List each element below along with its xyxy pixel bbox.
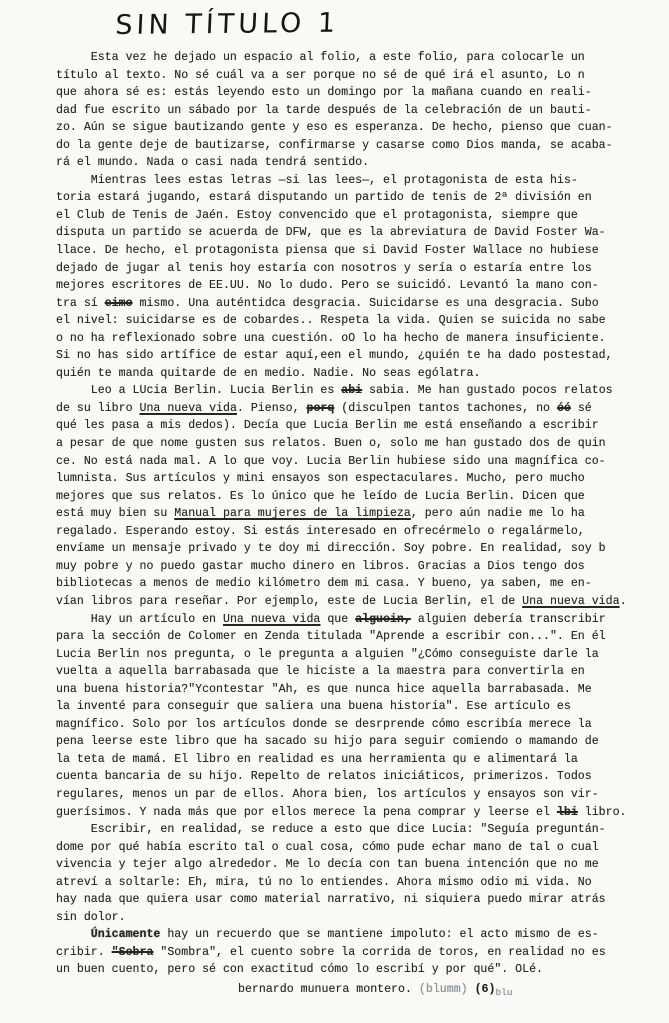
text-line: dejado de jugar al tenis hoy estaría con nosotros y sería o estaría entre los [56, 261, 592, 275]
paragraph [56, 821, 669, 926]
text-line: Esta vez he dejado un espacio al folio, a este folio, para colocarle un [56, 51, 585, 64]
signature-tag-blumm: (blumm) [418, 982, 475, 996]
text-line: Escribir, en realidad, se reduce a esto que dice Lucia: "Seguía preguntán- [56, 823, 606, 837]
text-line: lumnista. Sus artículos y mini ensayos son espectaculares. Mucho, pero mucho [56, 472, 585, 486]
text-line: ce. No está nada mal. A lo que voy. Lucia Berlin hubiese sido una magnífica co- [56, 454, 606, 468]
text-line: la teta de mamá. El libro en realidad es una herramienta qu e alimentará la [56, 752, 578, 766]
text-line: toria estará jugando, estará disputando un partido de tenis de 2ª división en [56, 191, 592, 205]
text-line: magnífico. Solo por los artículos donde se desrprende cómo escribía merece la [56, 717, 592, 731]
signature-subscript: blu [495, 986, 513, 998]
text-line: Hay un artículo en Una nueva vida que alguein, alguien debería transcribir [56, 612, 606, 626]
text-line: bibliotecas a menos de medio kilómetro dem mi casa. Y bueno, ya saben, me en- [56, 577, 592, 591]
text-line: vían libros para reseñar. Por ejemplo, este de Lucia Berlin, el de Una nueva vida. [56, 594, 627, 608]
text-line: título al texto. No sé cuál va a ser porque no sé de qué irá el asunto, Lo n [56, 68, 585, 82]
paragraph [56, 172, 669, 383]
text-line: para la sección de Colomer en Zenda titulada "Aprende a escribir con...". En él [56, 630, 606, 644]
text-line: mejores escritores de EE.UU. No lo dudo. Pero se suicidó. Levantó la mano con- [56, 279, 599, 293]
signature-line [238, 981, 669, 1002]
text-line: una buena historia?"Ycontestar "Ah, es que nunca hice aquella barrabasada. Me [56, 682, 592, 696]
text-line: de su libro Una nueva vida. Pienso, porq (disculpen tantos tachones, no éé sé [56, 401, 592, 415]
text-line: disputa un partido se acuerda de DFW, que es la abreviatura de David Foster Wa- [56, 226, 606, 240]
text-line: dad fue escrito un sábado por la tarde después de la celebración de un bauti- [56, 103, 592, 117]
signature-name: bernardo munuera montero. [238, 982, 419, 996]
signature-tag-symbol: (6) [474, 982, 496, 996]
paragraph [56, 49, 669, 172]
text-line: guerísimos. Y nada más que por ellos merece la pena comprar y leerse el lbi libro. [56, 805, 627, 819]
text-line: tra sí eimo mismo. Una auténtidca desgracia. Suicidarse es una desgracia. Subo [56, 296, 599, 310]
text-line: quién te manda quitarde de en medio. Nadie. No seas ególatra. [56, 366, 481, 380]
text-line: sin dolor. [56, 910, 126, 924]
text-line: muy pobre y no puedo gastar mucho dinero en libros. Gracias a Dios tengo dos [56, 559, 585, 573]
text-line: cuenta bancaria de su hijo. Repelto de relatos iniciáticos, primerizos. Todos [56, 770, 592, 784]
text-line: regulares, menos un par de ellos. Ahora bien, los artículos y ensayos son vir- [56, 787, 599, 801]
text-line: Lucia Berlin nos pregunta, o le pregunta a alguien "¿Cómo conseguiste darle la [56, 647, 599, 661]
text-line: cribir. "Sobra "Sombra", el cuento sobre la corrida de toros, en realidad no es [56, 945, 606, 959]
text-line: o no ha reflexionado sobre una cuestión. oO lo ha hecho de manera insuficiente. [56, 331, 606, 345]
text-line: el nivel: suicidarse es de cobardes.. Respeta la vida. Quien se suicida no sabe [56, 314, 606, 328]
text-line: rá el mundo. Nada o casi nada tendrá sentido. [56, 156, 370, 170]
text-line: qué les pasa a mis dedos). Decía que Lucia Berlin me está enseñando a escribir [56, 419, 599, 433]
text-line: está muy bien su Manual para mujeres de la limpieza, pero aún nadie me lo ha [56, 507, 585, 521]
paragraph [56, 382, 669, 610]
document-body [56, 49, 669, 979]
text-line: pena leerse este libro que ha sacado su hijo para seguir comiendo o mamando de [56, 735, 599, 749]
text-line: Mientras lees estas letras —si las lees—, el protagonista de esta his- [56, 173, 578, 187]
paragraph [56, 611, 669, 822]
text-line: regalado. Esperando estoy. Si estás interesado en ofrecérmelo o regalármelo, [56, 524, 585, 538]
text-line: vivencia y tejer algo alrededor. Me lo decía con tan buena intención que no me [56, 858, 599, 872]
paragraph [56, 926, 669, 979]
text-line: hay nada que quiera usar como material narrativo, ni siquiera puedo mirar atrás [56, 893, 606, 907]
text-line: do la gente deje de bautizarse, confirmarse y casarse como Dios manda, se acaba- [56, 138, 613, 152]
text-line: zo. Aún se sigue bautizando gente y eso es esperanza. De hecho, pienso que cuan- [56, 121, 613, 135]
text-line: envíame un mensaje privado y te doy mi dirección. Soy pobre. En realidad, soy b [56, 542, 606, 556]
page-title: SIN TÍTULO 1 [114, 7, 340, 42]
text-line: Únicamente hay un recuerdo que se mantiene impoluto: el acto mismo de es- [90, 928, 599, 942]
text-line: vuelta a aquella barrabasada que le hiciste a la maestra para convertirla en [56, 665, 585, 679]
text-line: mejores que sus relatos. Es lo único que he leído de Lucia Berlin. Dicen que [56, 489, 585, 503]
text-line: un buen cuento, pero sé con exactitud cómo lo escribí y por qué". OLé. [56, 963, 544, 977]
text-line: atreví a soltarle: Eh, mira, tú no lo entiendes. Ahora mismo odio mi vida. No [56, 875, 592, 889]
text-line: la inventé para conseguir que saliera una buena historia". Ese artículo es [56, 700, 571, 714]
text-line: llace. De hecho, el protagonista piensa que si David Foster Wallace no hubiese [56, 244, 599, 258]
text-line: a pesar de que nome gusten sus relatos. Buen o, solo me han gustado dos de quin [56, 437, 606, 451]
text-line: Si no has sido artífice de estar aquí,een el mundo, ¿quién te ha dado postestad, [56, 349, 613, 363]
text-line: Leo a LUcia Berlin. Lucia Berlin es abi sabia. Me han gustado pocos relatos [56, 384, 613, 398]
text-line: que ahora sé es: estás leyendo esto un domingo por la mañana cuando en reali- [56, 86, 592, 100]
text-line: el Club de Tenis de Jaén. Estoy convencido que el protagonista, siempre que [56, 208, 578, 222]
text-line: dome por qué había escrito tal o cual cosa, cómo pude echar mano de tal o cual [56, 840, 599, 854]
